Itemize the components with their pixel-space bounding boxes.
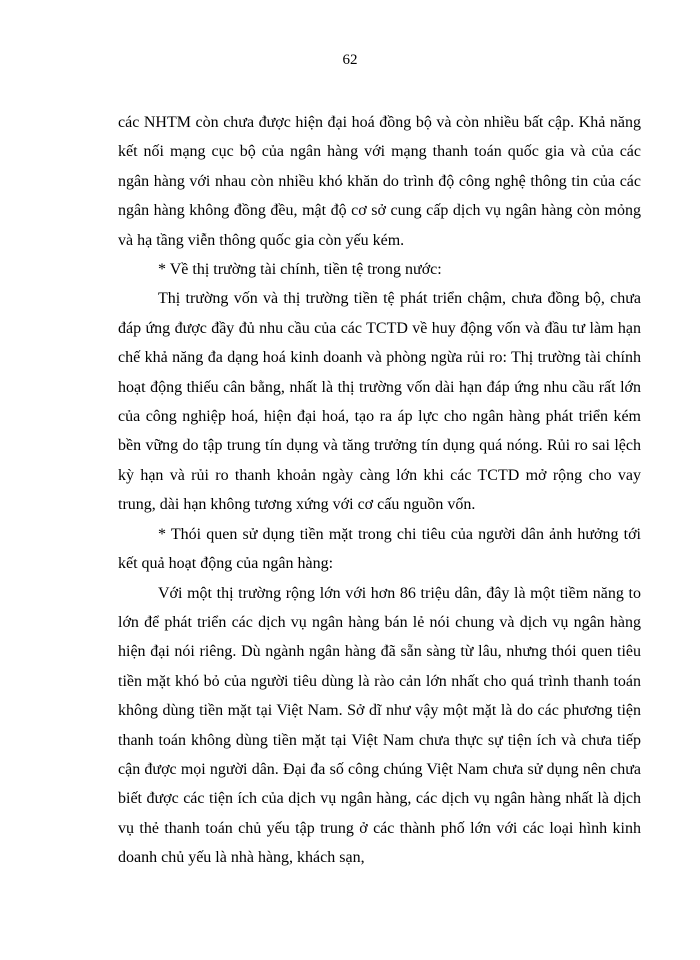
paragraph: Thị trường vốn và thị trường tiền tệ phát triển chậm, chưa đồng bộ, chưa đáp ứng được đầy đủ nhu cầu của các TCTD về huy động vốn và đầu tư làm hạn chế khả năng đa dạng hoá kinh doanh và phòng ngừa rủi ro: Thị trường tài chính hoạt động thiếu cân bằng, nhất là thị trường vốn dài hạn đáp ứng nhu cầu rất lớn của công nghiệp hoá, hiện đại hoá, tạo ra áp lực cho ngân hàng phát triển kém bền vững do tập trung tín dụng và tăng trưởng tín dụng quá nóng. Rủi ro sai lệch kỳ hạn và rủi ro thanh khoản ngày càng lớn khi các TCTD mở rộng cho vay trung, dài hạn không tương xứng với cơ cấu nguồn vốn. [118, 290, 641, 514]
page-number: 62 [342, 52, 358, 68]
paragraph: Với một thị trường rộng lớn với hơn 86 triệu dân, đây là một tiềm năng to lớn để phát triển các dịch vụ ngân hàng bán lẻ nói chung và dịch vụ ngân hàng hiện đại nói riêng. Dù ngành ngân hàng đã sẵn sàng từ lâu, nhưng thói quen tiêu tiền mặt khó bỏ của người tiêu dùng là rào cản lớn nhất cho quá trình thanh toán không dùng tiền mặt tại Việt Nam. Sở dĩ như vậy một mặt là do các phương tiện thanh toán không dùng tiền mặt tại Việt Nam chưa thực sự tiện ích và chưa tiếp cận được mọi người dân. Đại đa số công chúng Việt Nam chưa sử dụng nên chưa biết được các tiện ích của dịch vụ ngân hàng, các dịch vụ ngân hàng nhất là dịch vụ thẻ thanh toán chủ yếu tập trung ở các thành phố lớn với các loại hình kinh doanh chủ yếu là nhà hàng, khách sạn, [118, 584, 641, 867]
paragraph: các NHTM còn chưa được hiện đại hoá đồng bộ và còn nhiều bất cập. Khả năng kết nối mạng cục bộ của ngân hàng với mạng thanh toán quốc gia và của các ngân hàng với nhau còn nhiều khó khăn do trình độ công nghệ thông tin của các ngân hàng không đồng đều, mật độ cơ sở cung cấp dịch vụ ngân hàng còn mỏng và hạ tầng viễn thông quốc gia còn yếu kém. [118, 114, 641, 249]
section-heading-financial-market: * Về thị trường tài chính, tiền tệ trong nước: [158, 261, 442, 279]
section-heading-cash-habit: * Thói quen sử dụng tiền mặt trong chi tiêu của người dân ảnh hưởng tới kết quả hoạt động của ngân hàng: [118, 525, 641, 573]
body-text [118, 108, 641, 873]
